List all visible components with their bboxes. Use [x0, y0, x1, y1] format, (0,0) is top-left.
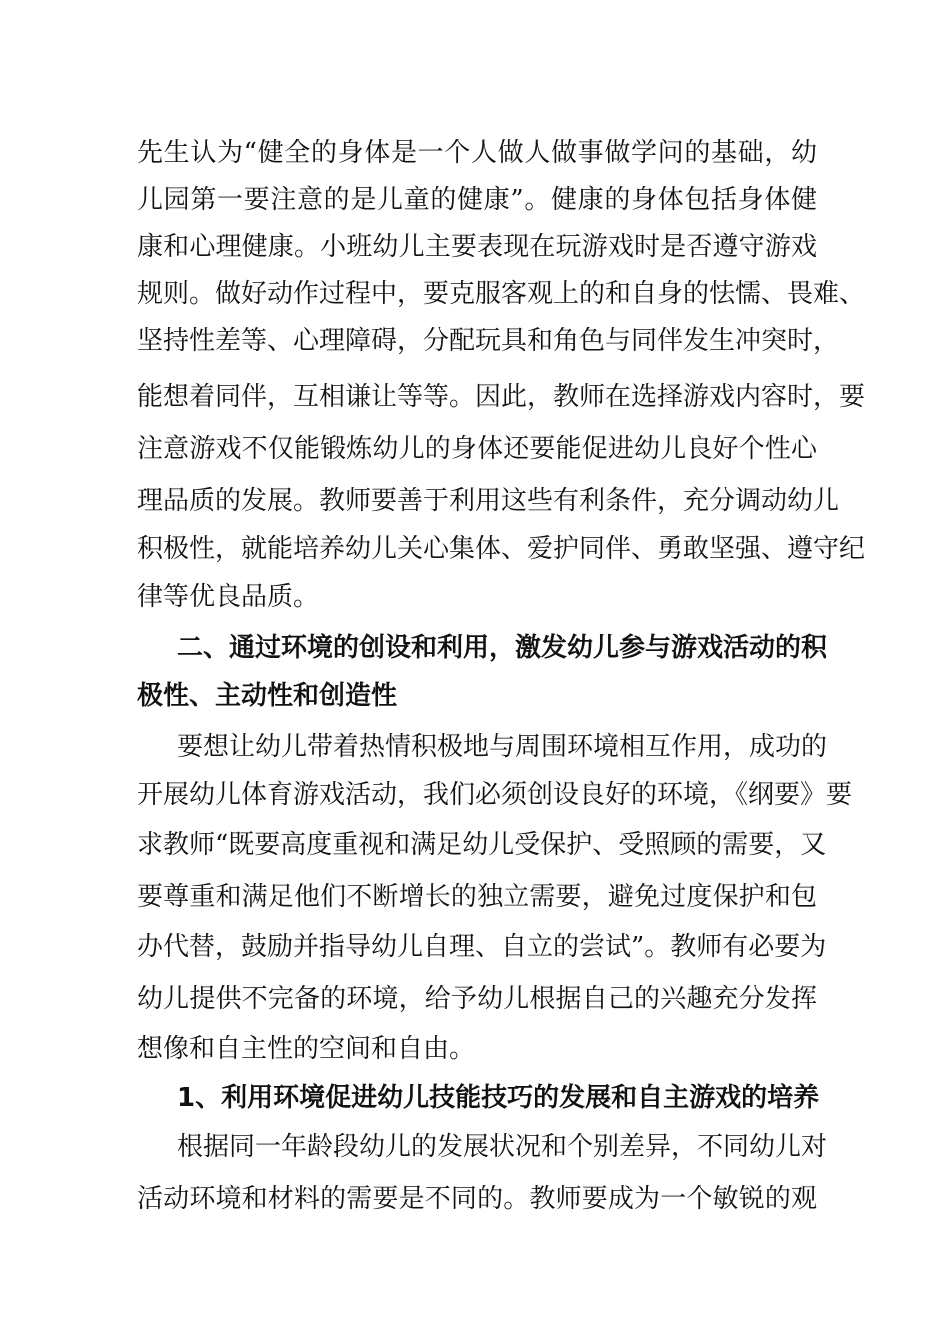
paragraph-1-line: 儿园第一要注意的是儿童的健康”。健康的身体包括身体健 — [137, 185, 817, 215]
paragraph-1-line: 注意游戏不仅能锻炼幼儿的身体还要能促进幼儿良好个性心 — [137, 434, 817, 464]
paragraph-2-line: 幼儿提供不完备的环境，给予幼儿根据自己的兴趣充分发挥 — [137, 984, 817, 1014]
paragraph-1-line: 积极性，就能培养幼儿关心集体、爱护同伴、勇敢坚强、遵守纪 — [137, 534, 866, 564]
paragraph-2-line: 开展幼儿体育游戏活动，我们必须创设良好的环境，《纲要》要 — [137, 780, 853, 810]
paragraph-1-line: 律等优良品质。 — [137, 582, 320, 612]
paragraph-3-line: 根据同一年龄段幼儿的发展状况和个别差异，不同幼儿对 — [177, 1132, 828, 1162]
paragraph-1-line: 康和心理健康。小班幼儿主要表现在玩游戏时是否遵守游戏 — [137, 232, 817, 262]
paragraph-2-line: 要尊重和满足他们不断增长的独立需要，避免过度保护和包 — [137, 882, 817, 912]
paragraph-2-line: 想像和自主性的空间和自由。 — [137, 1034, 476, 1064]
paragraph-1-line: 坚持性差等、心理障碍，分配玩具和角色与同伴发生冲突时， — [137, 326, 840, 356]
paragraph-1-line: 先生认为“健全的身体是一个人做人做事做学问的基础，幼 — [137, 138, 817, 168]
paragraph-1-line: 规则。做好动作过程中，要克服客观上的和自身的怯懦、畏难、 — [137, 279, 866, 309]
paragraph-2-line: 办代替，鼓励并指导幼儿自理、自立的尝试”。教师有必要为 — [137, 932, 827, 962]
section-heading-line: 极性、主动性和创造性 — [137, 681, 398, 711]
section-heading-line: 二、通过环境的创设和利用，激发幼儿参与游戏活动的积 — [177, 633, 828, 663]
subsection-heading: 1、利用环境促进幼儿技能技巧的发展和自主游戏的培养 — [177, 1083, 820, 1113]
paragraph-2-line: 求教师“既要高度重视和满足幼儿受保护、受照顾的需要，又 — [137, 830, 827, 860]
paragraph-2-line: 要想让幼儿带着热情积极地与周围环境相互作用，成功的 — [177, 732, 828, 762]
paragraph-1-line: 理品质的发展。教师要善于利用这些有利条件，充分调动幼儿 — [137, 486, 840, 516]
paragraph-1-line: 能想着同伴，互相谦让等等。因此，教师在选择游戏内容时，要 — [137, 382, 866, 412]
paragraph-3-line: 活动环境和材料的需要是不同的。教师要成为一个敏锐的观 — [137, 1184, 817, 1214]
